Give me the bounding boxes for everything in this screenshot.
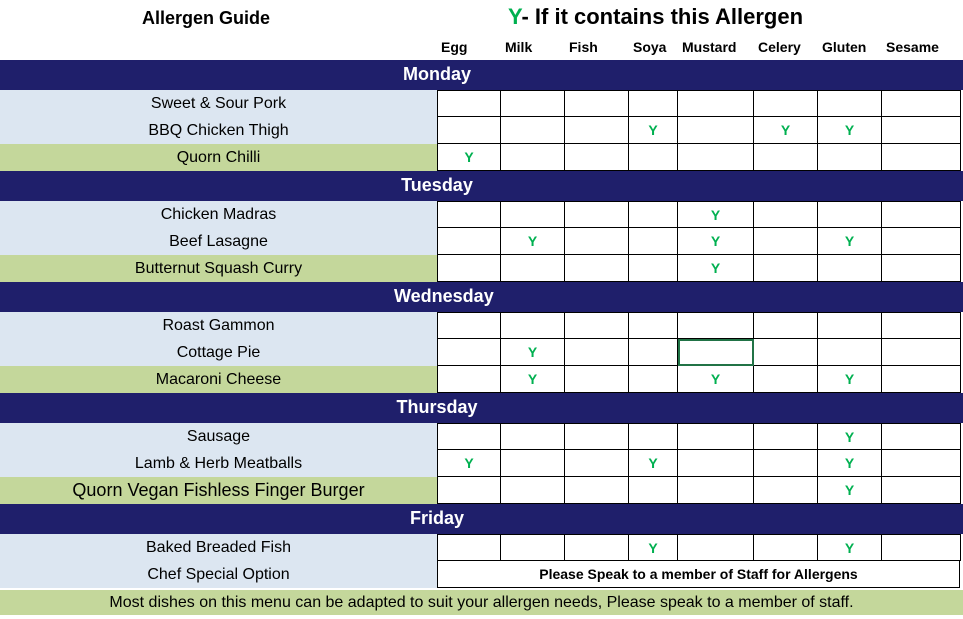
- allergen-mark: Y: [844, 122, 855, 138]
- allergen-cell-fish[interactable]: [565, 312, 629, 339]
- dish-name: [0, 312, 437, 339]
- allergen-mark: Y: [844, 482, 855, 498]
- allergen-cell-celery[interactable]: [754, 201, 818, 228]
- allergen-header-celery: [754, 35, 818, 59]
- allergen-header-label: Mustard: [682, 39, 737, 55]
- dish-row: [0, 255, 961, 282]
- allergen-cell-gluten[interactable]: [818, 201, 882, 228]
- allergen-cell-sesame[interactable]: [882, 450, 961, 477]
- allergen-header-soya: [629, 35, 678, 59]
- dish-name-text: Lamb & Herb Meatballs: [134, 454, 303, 472]
- allergen-cell-celery[interactable]: [754, 255, 818, 282]
- allergen-mark: Y: [844, 428, 855, 445]
- dish-name: [0, 534, 437, 561]
- allergen-header-milk: [501, 35, 565, 59]
- allergen-cell-gluten[interactable]: [818, 312, 882, 339]
- allergen-cell-milk[interactable]: [501, 201, 565, 228]
- day-header-thursday: [0, 393, 963, 423]
- dish-name-text: Sausage: [186, 427, 251, 445]
- dish-name: [0, 339, 437, 366]
- allergen-cell-gluten[interactable]: [818, 90, 882, 117]
- dish-name-text: Macaroni Cheese: [155, 370, 282, 388]
- special-note: [437, 561, 960, 588]
- allergen-cell-celery[interactable]: [754, 477, 818, 504]
- allergen-cell-soya[interactable]: [629, 450, 678, 477]
- dish-name-text: Chef Special Option: [147, 565, 290, 583]
- dish-name-text: Roast Gammon: [162, 316, 275, 334]
- dish-name-text: Chicken Madras: [160, 205, 277, 223]
- allergen-cell-fish[interactable]: [565, 534, 629, 561]
- allergen-cell-egg[interactable]: [437, 339, 501, 366]
- allergen-cell-soya[interactable]: [629, 255, 678, 282]
- allergen-cell-sesame[interactable]: [882, 255, 961, 282]
- day-name: Tuesday: [401, 175, 473, 195]
- allergen-cell-sesame[interactable]: [882, 534, 961, 561]
- allergen-header-mustard: [678, 35, 754, 59]
- allergen-mark: Y: [648, 122, 658, 138]
- allergen-cell-mustard[interactable]: [678, 90, 754, 117]
- allergen-mark: Y: [710, 371, 721, 387]
- allergen-cell-celery[interactable]: [754, 90, 818, 117]
- dish-name-text: BBQ Chicken Thigh: [148, 121, 289, 139]
- allergen-cell-soya[interactable]: [629, 117, 678, 144]
- dish-row: [0, 144, 961, 171]
- allergen-cell-soya[interactable]: [629, 90, 678, 117]
- allergen-mark: Y: [780, 122, 791, 138]
- legend-text: - If it contains this Allergen: [521, 4, 804, 29]
- allergen-cell-egg[interactable]: [437, 201, 501, 228]
- allergen-header-egg: [437, 35, 501, 59]
- allergen-mark: Y: [710, 206, 721, 223]
- allergen-cell-egg[interactable]: [437, 117, 501, 144]
- allergen-cell-milk[interactable]: [501, 339, 565, 366]
- allergen-cell-soya[interactable]: [629, 477, 678, 504]
- allergen-cell-celery[interactable]: [754, 534, 818, 561]
- allergen-cell-milk[interactable]: [501, 255, 565, 282]
- allergen-cell-sesame[interactable]: [882, 339, 961, 366]
- allergen-cell-sesame[interactable]: [882, 477, 961, 504]
- allergen-cell-egg[interactable]: [437, 477, 501, 504]
- dish-name: [0, 450, 437, 477]
- allergen-cell-fish[interactable]: [565, 117, 629, 144]
- day-header-tuesday: [0, 171, 963, 201]
- allergen-cell-sesame[interactable]: [882, 117, 961, 144]
- allergen-cell-milk[interactable]: [501, 423, 565, 450]
- allergen-cell-milk[interactable]: [501, 117, 565, 144]
- day-header-friday: [0, 504, 963, 534]
- dish-name-text: Baked Breaded Fish: [146, 538, 291, 556]
- allergen-cell-fish[interactable]: [565, 423, 629, 450]
- allergen-cell-mustard[interactable]: [678, 201, 754, 228]
- allergen-cell-celery[interactable]: [754, 366, 818, 393]
- dish-name-text: Cottage Pie: [176, 343, 261, 361]
- allergen-cell-celery[interactable]: [754, 339, 818, 366]
- allergen-cell-gluten[interactable]: [818, 477, 882, 504]
- allergen-mark: Y: [527, 371, 538, 387]
- allergen-cell-fish[interactable]: [565, 255, 629, 282]
- allergen-cell-egg[interactable]: [437, 144, 501, 171]
- allergen-cell-fish[interactable]: [565, 144, 629, 171]
- allergen-cell-gluten[interactable]: [818, 339, 882, 366]
- allergen-cell-egg[interactable]: [437, 228, 501, 255]
- allergen-cell-celery[interactable]: [754, 144, 818, 171]
- dish-row: [0, 477, 961, 504]
- allergen-cell-mustard[interactable]: [678, 312, 754, 339]
- dish-row: [0, 366, 961, 393]
- dish-name: [0, 255, 437, 282]
- allergen-cell-sesame[interactable]: [882, 423, 961, 450]
- allergen-cell-milk[interactable]: [501, 228, 565, 255]
- allergen-cell-milk[interactable]: [501, 366, 565, 393]
- allergen-header-label: Fish: [569, 39, 598, 55]
- allergen-cell-celery[interactable]: [754, 117, 818, 144]
- dish-name: [0, 366, 437, 393]
- legend: [508, 4, 803, 30]
- legend-marker: Y: [508, 4, 522, 29]
- allergen-cell-fish[interactable]: [565, 477, 629, 504]
- allergen-mark: Y: [710, 233, 721, 249]
- allergen-cell-egg[interactable]: [437, 450, 501, 477]
- dish-row: [0, 90, 961, 117]
- dish-name-text: Sweet & Sour Pork: [150, 94, 287, 112]
- allergen-cell-egg[interactable]: [437, 366, 501, 393]
- allergen-cell-milk[interactable]: [501, 312, 565, 339]
- allergen-cell-gluten[interactable]: [818, 144, 882, 171]
- allergen-cell-mustard[interactable]: [678, 228, 754, 255]
- allergen-cell-fish[interactable]: [565, 201, 629, 228]
- allergen-cell-mustard[interactable]: [678, 339, 754, 366]
- dish-name-text: Beef Lasagne: [169, 232, 268, 250]
- allergen-mark: Y: [464, 455, 474, 471]
- allergen-cell-soya[interactable]: [629, 534, 678, 561]
- dish-row: [0, 201, 961, 228]
- dish-row: [0, 423, 961, 450]
- allergen-mark: Y: [648, 539, 658, 556]
- allergen-mark: Y: [844, 371, 855, 387]
- allergen-cell-fish[interactable]: [565, 228, 629, 255]
- allergen-cell-celery[interactable]: [754, 450, 818, 477]
- dish-name: [0, 228, 437, 255]
- allergen-cell-soya[interactable]: [629, 312, 678, 339]
- allergen-cell-mustard[interactable]: [678, 534, 754, 561]
- day-name: Wednesday: [394, 286, 494, 306]
- allergen-header-label: Celery: [758, 39, 801, 55]
- day-name: Monday: [402, 64, 471, 84]
- allergen-cell-milk[interactable]: [501, 477, 565, 504]
- special-row: [0, 561, 960, 588]
- dish-name: [0, 561, 437, 588]
- dish-name: [0, 201, 437, 228]
- allergen-mark: Y: [844, 233, 855, 249]
- dish-row: [0, 117, 961, 144]
- allergen-cell-sesame[interactable]: [882, 228, 961, 255]
- dish-name-text: Quorn Vegan Fishless Finger Burger: [72, 480, 365, 500]
- allergen-mark: Y: [844, 539, 855, 556]
- allergen-cell-mustard[interactable]: [678, 255, 754, 282]
- allergen-cell-gluten[interactable]: [818, 228, 882, 255]
- allergen-header-label: Egg: [441, 39, 468, 55]
- allergen-cell-gluten[interactable]: [818, 117, 882, 144]
- allergen-cell-fish[interactable]: [565, 366, 629, 393]
- dish-name: [0, 477, 437, 504]
- allergen-cell-fish[interactable]: [565, 339, 629, 366]
- allergen-cell-milk[interactable]: [501, 450, 565, 477]
- allergen-header-fish: [565, 35, 629, 59]
- allergen-mark: Y: [710, 260, 721, 276]
- allergen-cell-mustard[interactable]: [678, 477, 754, 504]
- dish-row: [0, 450, 961, 477]
- allergen-cell-milk[interactable]: [501, 90, 565, 117]
- allergen-header-label: Sesame: [886, 39, 939, 55]
- dish-name-text: Quorn Chilli: [176, 148, 261, 166]
- allergen-cell-mustard[interactable]: [678, 366, 754, 393]
- allergen-header-label: Milk: [505, 39, 533, 55]
- sheet-title: Allergen Guide: [142, 8, 271, 28]
- dish-row: [0, 228, 961, 255]
- allergen-cell-mustard[interactable]: [678, 144, 754, 171]
- dish-name: [0, 144, 437, 171]
- allergen-cell-milk[interactable]: [501, 534, 565, 561]
- allergen-cell-gluten[interactable]: [818, 534, 882, 561]
- day-name: Thursday: [396, 397, 478, 417]
- allergen-cell-celery[interactable]: [754, 312, 818, 339]
- dish-row: [0, 312, 961, 339]
- allergen-cell-egg[interactable]: [437, 90, 501, 117]
- allergen-header-label: Gluten: [822, 39, 867, 55]
- allergen-cell-sesame[interactable]: [882, 201, 961, 228]
- allergen-cell-fish[interactable]: [565, 450, 629, 477]
- allergen-cell-egg[interactable]: [437, 423, 501, 450]
- allergen-cell-soya[interactable]: [629, 339, 678, 366]
- allergen-cell-soya[interactable]: [629, 366, 678, 393]
- dish-row: [0, 534, 961, 561]
- allergen-header-label: Soya: [633, 39, 667, 55]
- allergen-mark: Y: [527, 344, 538, 360]
- allergen-cell-celery[interactable]: [754, 228, 818, 255]
- allergen-mark: Y: [844, 455, 855, 471]
- allergen-cell-sesame[interactable]: [882, 366, 961, 393]
- allergen-cell-sesame[interactable]: [882, 144, 961, 171]
- allergen-cell-soya[interactable]: [629, 423, 678, 450]
- allergen-cell-sesame[interactable]: [882, 90, 961, 117]
- dish-name: [0, 117, 437, 144]
- allergen-cell-egg[interactable]: [437, 312, 501, 339]
- allergen-cell-gluten[interactable]: [818, 255, 882, 282]
- day-header-wednesday: [0, 282, 963, 312]
- allergen-cell-egg[interactable]: [437, 534, 501, 561]
- allergen-cell-gluten[interactable]: [818, 423, 882, 450]
- dish-row: [0, 339, 961, 366]
- allergen-cell-mustard[interactable]: [678, 450, 754, 477]
- day-name: Friday: [409, 508, 465, 528]
- footer-note: [0, 590, 963, 615]
- allergen-cell-mustard[interactable]: [678, 117, 754, 144]
- allergen-mark: Y: [527, 233, 538, 249]
- allergen-cell-soya[interactable]: [629, 201, 678, 228]
- dish-name: [0, 423, 437, 450]
- allergen-header-row: [437, 35, 960, 59]
- dish-name: [0, 90, 437, 117]
- allergen-cell-milk[interactable]: [501, 144, 565, 171]
- allergen-cell-celery[interactable]: [754, 423, 818, 450]
- allergen-cell-soya[interactable]: [629, 228, 678, 255]
- allergen-cell-gluten[interactable]: [818, 366, 882, 393]
- footer-note-text: Most dishes on this menu can be adapted to suit your allergen needs, Please speak to a member of staff.: [109, 593, 854, 611]
- allergen-mark: Y: [648, 455, 658, 471]
- allergen-cell-sesame[interactable]: [882, 312, 961, 339]
- allergen-cell-egg[interactable]: [437, 255, 501, 282]
- allergen-header-gluten: [818, 35, 882, 59]
- day-header-monday: [0, 60, 963, 90]
- special-note-text: Please Speak to a member of Staff for Allergens: [539, 566, 858, 582]
- allergen-mark: Y: [464, 149, 474, 165]
- allergen-cell-fish[interactable]: [565, 90, 629, 117]
- dish-name-text: Butternut Squash Curry: [134, 259, 303, 277]
- allergen-cell-gluten[interactable]: [818, 450, 882, 477]
- allergen-cell-soya[interactable]: [629, 144, 678, 171]
- allergen-header-sesame: [882, 35, 960, 59]
- allergen-cell-mustard[interactable]: [678, 423, 754, 450]
